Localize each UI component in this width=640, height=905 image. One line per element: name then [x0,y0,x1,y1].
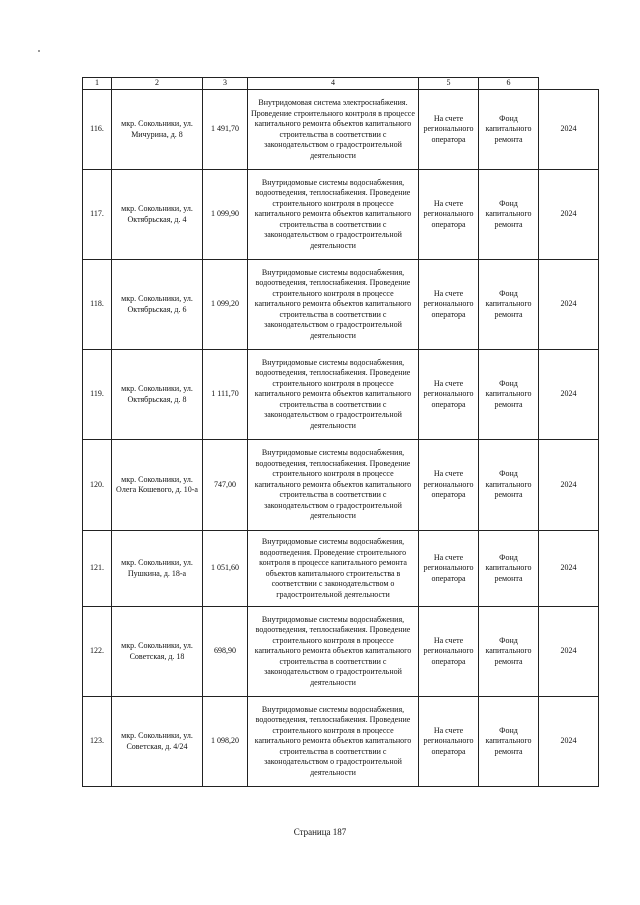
area-cell: 747,00 [203,440,248,531]
repair-schedule-table [82,77,599,787]
row-number: 116. [83,90,112,170]
address-cell: мкр. Сокольники, ул. Мичурина, д. 8 [112,90,203,170]
table-row [83,697,599,787]
column-number-row [83,78,599,90]
table-row [83,440,599,531]
row-number: 118. [83,260,112,350]
table-row [83,607,599,697]
funding-cell: Фонд капитального ремонта [479,90,539,170]
header-col-4: 4 [248,78,419,90]
area-cell: 1 099,20 [203,260,248,350]
area-cell: 1 111,70 [203,350,248,440]
work-type-cell: Внутридомовые системы водоснабжения, водоотведения. Проведение строительного контроля в процессе капитального ремонта объектов капитального строительства в соответствии с законодательством о градостроительной деятельности [248,531,419,607]
header-col-5: 5 [419,78,479,90]
table-row [83,170,599,260]
year-cell: 2024 [539,260,599,350]
funding-cell: Фонд капитального ремонта [479,350,539,440]
year-cell: 2024 [539,531,599,607]
header-col-1: 1 [83,78,112,90]
funding-cell: Фонд капитального ремонта [479,697,539,787]
funding-cell: Фонд капитального ремонта [479,440,539,531]
address-cell: мкр. Сокольники, ул. Олега Кошевого, д. 10-а [112,440,203,531]
address-cell: мкр. Сокольники, ул. Октябрьская, д. 4 [112,170,203,260]
work-type-cell: Внутридомовые системы водоснабжения, водоотведения, теплоснабжения. Проведение строительного контроля в процессе капитального ремонта объектов капитального строительства в соответствии с законодательством о градостроительной деятельности [248,350,419,440]
address-cell: мкр. Сокольники, ул. Советская, д. 18 [112,607,203,697]
account-cell: На счете регионального оператора [419,440,479,531]
area-cell: 1 099,90 [203,170,248,260]
area-cell: 1 098,20 [203,697,248,787]
work-type-cell: Внутридомовые системы водоснабжения, водоотведения, теплоснабжения. Проведение строительного контроля в процессе капитального ремонта объектов капитального строительства в соответствии с законодательством о градостроительной деятельности [248,170,419,260]
work-type-cell: Внутридомовые системы водоснабжения, водоотведения, теплоснабжения. Проведение строительного контроля в процессе капитального ремонта объектов капитального строительства в соответствии с законодательством о градостроительной деятельности [248,260,419,350]
account-cell: На счете регионального оператора [419,697,479,787]
account-cell: На счете регионального оператора [419,531,479,607]
year-cell: 2024 [539,607,599,697]
table-row [83,531,599,607]
area-cell: 1 051,60 [203,531,248,607]
row-number: 123. [83,697,112,787]
year-cell: 2024 [539,170,599,260]
account-cell: На счете регионального оператора [419,170,479,260]
address-cell: мкр. Сокольники, ул. Пушкина, д. 18-а [112,531,203,607]
header-col-2: 2 [112,78,203,90]
account-cell: На счете регионального оператора [419,350,479,440]
year-cell: 2024 [539,440,599,531]
account-cell: На счете регионального оператора [419,90,479,170]
header-col-3: 3 [203,78,248,90]
row-number: 119. [83,350,112,440]
account-cell: На счете регионального оператора [419,260,479,350]
work-type-cell: Внутридомовые системы водоснабжения, водоотведения, теплоснабжения. Проведение строительного контроля в процессе капитального ремонта объектов капитального строительства в соответствии с законодательством о градостроительной деятельности [248,697,419,787]
header-col-6: 6 [479,78,539,90]
funding-cell: Фонд капитального ремонта [479,607,539,697]
table-row [83,90,599,170]
table-row [83,260,599,350]
row-number: 120. [83,440,112,531]
area-cell: 698,90 [203,607,248,697]
area-cell: 1 491,70 [203,90,248,170]
work-type-cell: Внутридомовая система электроснабжения. Проведение строительного контроля в процессе капитального ремонта объектов капитального строительства в соответствии с законодательством о градостроительной деятельности [248,90,419,170]
row-number: 122. [83,607,112,697]
funding-cell: Фонд капитального ремонта [479,170,539,260]
scan-speck [38,50,40,52]
row-number: 121. [83,531,112,607]
funding-cell: Фонд капитального ремонта [479,531,539,607]
table-row [83,350,599,440]
row-number: 117. [83,170,112,260]
year-cell: 2024 [539,697,599,787]
work-type-cell: Внутридомовые системы водоснабжения, водоотведения, теплоснабжения. Проведение строительного контроля в процессе капитального ремонта объектов капитального строительства в соответствии с законодательством о градостроительной деятельности [248,440,419,531]
work-type-cell: Внутридомовые системы водоснабжения, водоотведения, теплоснабжения. Проведение строительного контроля в процессе капитального ремонта объектов капитального строительства в соответствии с законодательством о градостроительной деятельности [248,607,419,697]
address-cell: мкр. Сокольники, ул. Октябрьская, д. 6 [112,260,203,350]
address-cell: мкр. Сокольники, ул. Советская, д. 4/24 [112,697,203,787]
page-number: Страница 187 [293,827,347,837]
account-cell: На счете регионального оператора [419,607,479,697]
year-cell: 2024 [539,90,599,170]
funding-cell: Фонд капитального ремонта [479,260,539,350]
address-cell: мкр. Сокольники, ул. Октябрьская, д. 8 [112,350,203,440]
year-cell: 2024 [539,350,599,440]
